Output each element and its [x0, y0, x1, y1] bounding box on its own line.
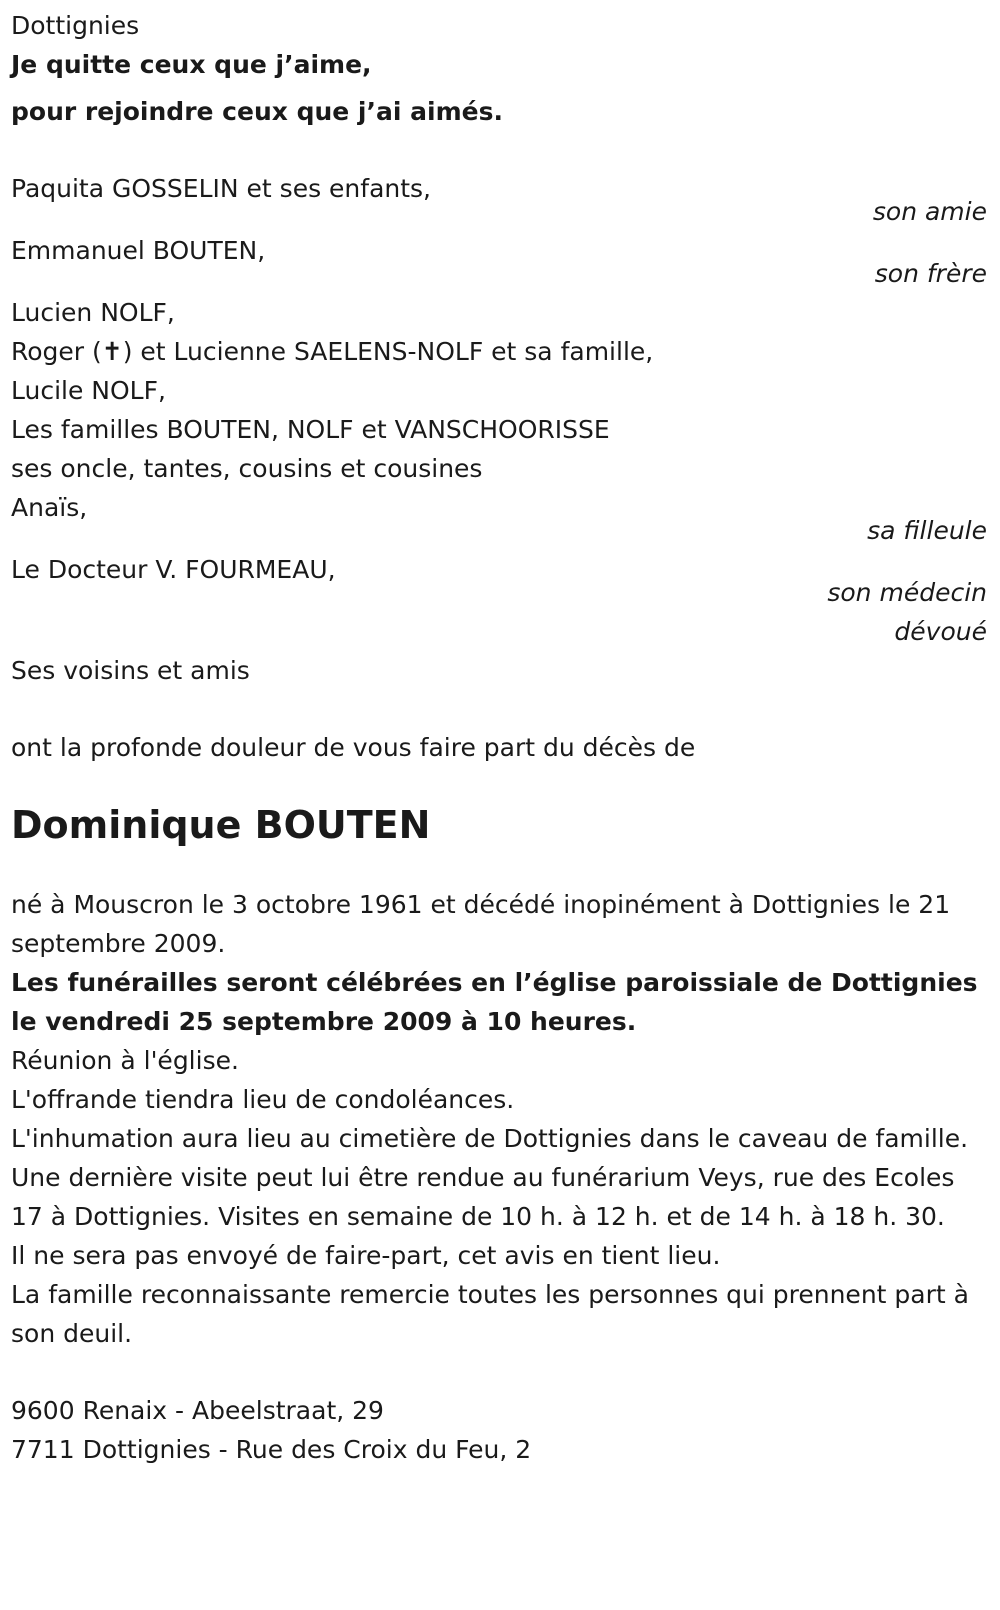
- mourner-name: Le Docteur V. FOURMEAU,: [11, 555, 336, 584]
- deceased-name: Dominique BOUTEN: [11, 803, 431, 847]
- place-name: Dottignies: [11, 11, 140, 40]
- mourners-list: [11, 169, 986, 651]
- obituary-notice: [11, 6, 986, 1469]
- detail-paragraph: L'inhumation aura lieu au cimetière de Dottignies dans le caveau de famille.: [11, 1124, 969, 1153]
- detail-paragraph: Une dernière visite peut lui être rendue au funérarium Veys, rue des Ecoles 17 à Dottignies. Visites en semaine de 10 h. à 12 h. et de 14 h. à 18 h. 30.: [11, 1163, 955, 1231]
- mourner-name: ses oncle, tantes, cousins et cousines: [11, 454, 483, 483]
- funeral-text: Les funérailles seront célébrées en l’église paroissiale de Dottignies le vendredi 25 septembre 2009 à 10 heures.: [11, 968, 978, 1036]
- mourner-role: son amie: [872, 197, 987, 226]
- motto-line-2: pour rejoindre ceux que j’ai aimés.: [11, 97, 503, 126]
- neighbors-line: Ses voisins et amis: [11, 656, 250, 685]
- mourner-role-continued: dévoué: [894, 617, 987, 646]
- detail-paragraph: La famille reconnaissante remercie toutes les personnes qui prennent part à son deuil.: [11, 1280, 969, 1348]
- mourner-name: Lucien NOLF,: [11, 298, 175, 327]
- mourner-role: son médecin: [827, 578, 987, 607]
- detail-paragraph: Il ne sera pas envoyé de faire-part, cet avis en tient lieu.: [11, 1241, 721, 1270]
- birth-death-text: né à Mouscron le 3 octobre 1961 et décédé inopinément à Dottignies le 21 septembre 2009.: [11, 890, 951, 958]
- mourner-name: Lucile NOLF,: [11, 376, 166, 405]
- address-line: 9600 Renaix - Abeelstraat, 29: [11, 1396, 384, 1425]
- mourner-name: Les familles BOUTEN, NOLF et VANSCHOORISSE: [11, 415, 610, 444]
- announcement-line: ont la profonde douleur de vous faire part du décès de: [11, 733, 696, 762]
- detail-paragraph: L'offrande tiendra lieu de condoléances.: [11, 1085, 515, 1114]
- addresses-block: [11, 1391, 986, 1469]
- motto-line-1: Je quitte ceux que j’aime,: [11, 50, 372, 79]
- mourner-name: Paquita GOSSELIN et ses enfants,: [11, 174, 432, 203]
- mourner-name: Emmanuel BOUTEN,: [11, 236, 266, 265]
- mourner-name: Anaïs,: [11, 493, 88, 522]
- detail-paragraph: Réunion à l'église.: [11, 1046, 239, 1075]
- address-line: 7711 Dottignies - Rue des Croix du Feu, 2: [11, 1435, 532, 1464]
- mourner-name: Roger (✝) et Lucienne SAELENS-NOLF et sa famille,: [11, 337, 654, 366]
- mourner-role: son frère: [874, 259, 987, 288]
- mourner-role: sa filleule: [867, 516, 987, 545]
